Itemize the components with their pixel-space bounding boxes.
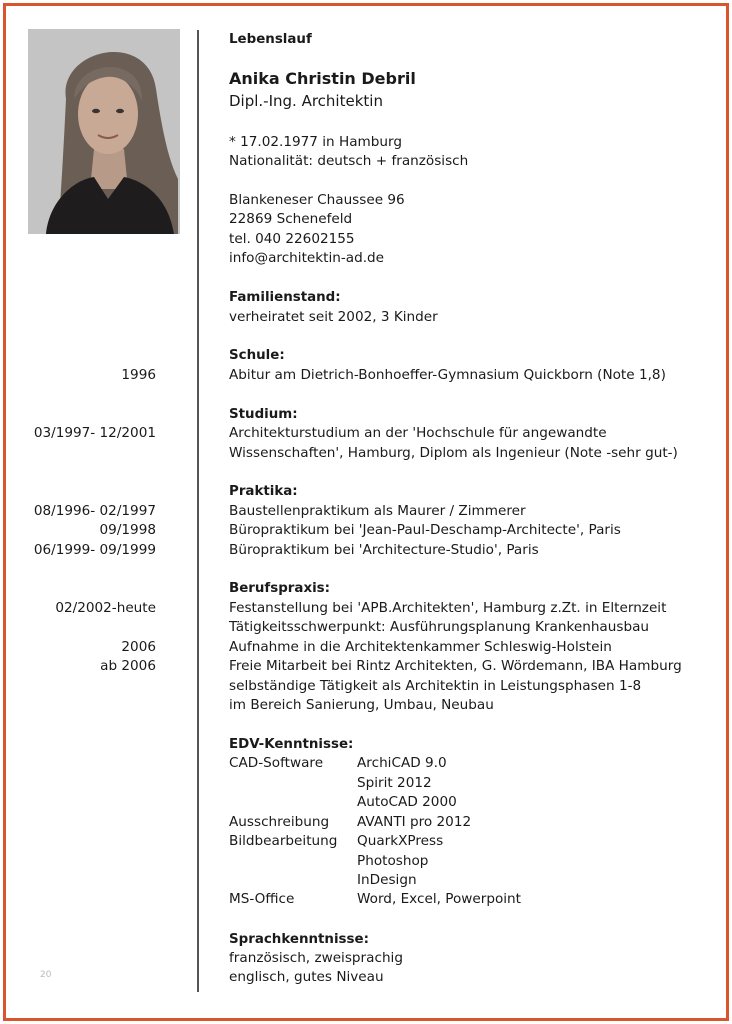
birth-info: * 17.02.1977 in Hamburg xyxy=(229,134,403,150)
internship-text: Baustellenpraktikum als Maurer / Zimmerer xyxy=(229,503,526,519)
address-city: 22869 Schenefeld xyxy=(229,211,353,227)
work-text: im Bereich Sanierung, Umbau, Neubau xyxy=(229,697,494,713)
work-text: Tätigkeitsschwerpunkt: Ausführungsplanung Krankenhausbau xyxy=(229,619,650,635)
language-item: französisch, zweisprachig xyxy=(229,950,403,966)
internship-date: 06/1999- 09/1999 xyxy=(33,542,156,558)
nationality: Nationalität: deutsch + französisch xyxy=(229,153,469,169)
person-name: Anika Christin Debril xyxy=(229,69,416,88)
language-item: englisch, gutes Niveau xyxy=(229,969,384,985)
edv-label: MS-Office xyxy=(229,891,295,907)
edv-value: AVANTI pro 2012 xyxy=(357,814,472,830)
study-text-2: Wissenschaften', Hamburg, Diplom als Ingenieur (Note -sehr gut-) xyxy=(229,445,678,461)
edv-label: CAD-Software xyxy=(229,755,324,771)
internship-text: Büropraktikum bei 'Jean-Paul-Deschamp-Architecte', Paris xyxy=(229,522,621,538)
family-heading: Familienstand: xyxy=(229,290,341,305)
school-date: 1996 xyxy=(121,367,156,383)
work-text: Aufnahme in die Architektenkammer Schleswig-Holstein xyxy=(229,639,612,655)
edv-value: AutoCAD 2000 xyxy=(357,794,457,810)
languages-heading: Sprachkenntnisse: xyxy=(229,932,369,947)
edv-value: Word, Excel, Powerpoint xyxy=(357,891,522,907)
internship-date: 09/1998 xyxy=(99,522,156,538)
page-number: 20 xyxy=(40,970,52,980)
work-text: selbständige Tätigkeit als Architektin in Leistungsphasen 1-8 xyxy=(229,678,642,694)
edv-value: Spirit 2012 xyxy=(357,775,432,791)
portrait-photo xyxy=(28,29,180,234)
work-date: 02/2002-heute xyxy=(55,600,156,616)
school-heading: Schule: xyxy=(229,348,285,363)
address-street: Blankeneser Chaussee 96 xyxy=(229,192,405,208)
internships-heading: Praktika: xyxy=(229,484,298,499)
work-text: Festanstellung bei 'APB.Architekten', Hamburg z.Zt. in Elternzeit xyxy=(229,600,667,616)
edv-value: InDesign xyxy=(357,872,417,888)
internship-text: Büropraktikum bei 'Architecture-Studio', Paris xyxy=(229,542,539,558)
work-text: Freie Mitarbeit bei Rintz Architekten, G. Wördemann, IBA Hamburg xyxy=(229,658,682,674)
internship-date: 08/1996- 02/1997 xyxy=(33,503,156,519)
edv-heading: EDV-Kenntnisse: xyxy=(229,737,354,752)
school-text: Abitur am Dietrich-Bonhoeffer-Gymnasium Quickborn (Note 1,8) xyxy=(229,367,666,383)
edv-value: ArchiCAD 9.0 xyxy=(357,755,447,771)
family-text: verheiratet seit 2002, 3 Kinder xyxy=(229,309,438,325)
edv-label: Ausschreibung xyxy=(229,814,330,830)
work-heading: Berufspraxis: xyxy=(229,581,330,596)
email: info@architektin-ad.de xyxy=(229,250,385,266)
edv-value: QuarkXPress xyxy=(357,833,444,849)
study-text-1: Architekturstudium an der 'Hochschule für angewandte xyxy=(229,425,607,441)
work-date: ab 2006 xyxy=(100,658,156,674)
portrait-illustration xyxy=(28,29,180,234)
edv-value: Photoshop xyxy=(357,853,429,869)
column-divider xyxy=(197,30,199,992)
edv-label: Bildbearbeitung xyxy=(229,833,338,849)
study-date: 03/1997- 12/2001 xyxy=(33,425,156,441)
study-heading: Studium: xyxy=(229,407,298,422)
degree: Dipl.-Ing. Architektin xyxy=(229,92,383,110)
page-title: Lebenslauf xyxy=(229,32,312,47)
phone: tel. 040 22602155 xyxy=(229,231,355,247)
work-date: 2006 xyxy=(121,639,156,655)
